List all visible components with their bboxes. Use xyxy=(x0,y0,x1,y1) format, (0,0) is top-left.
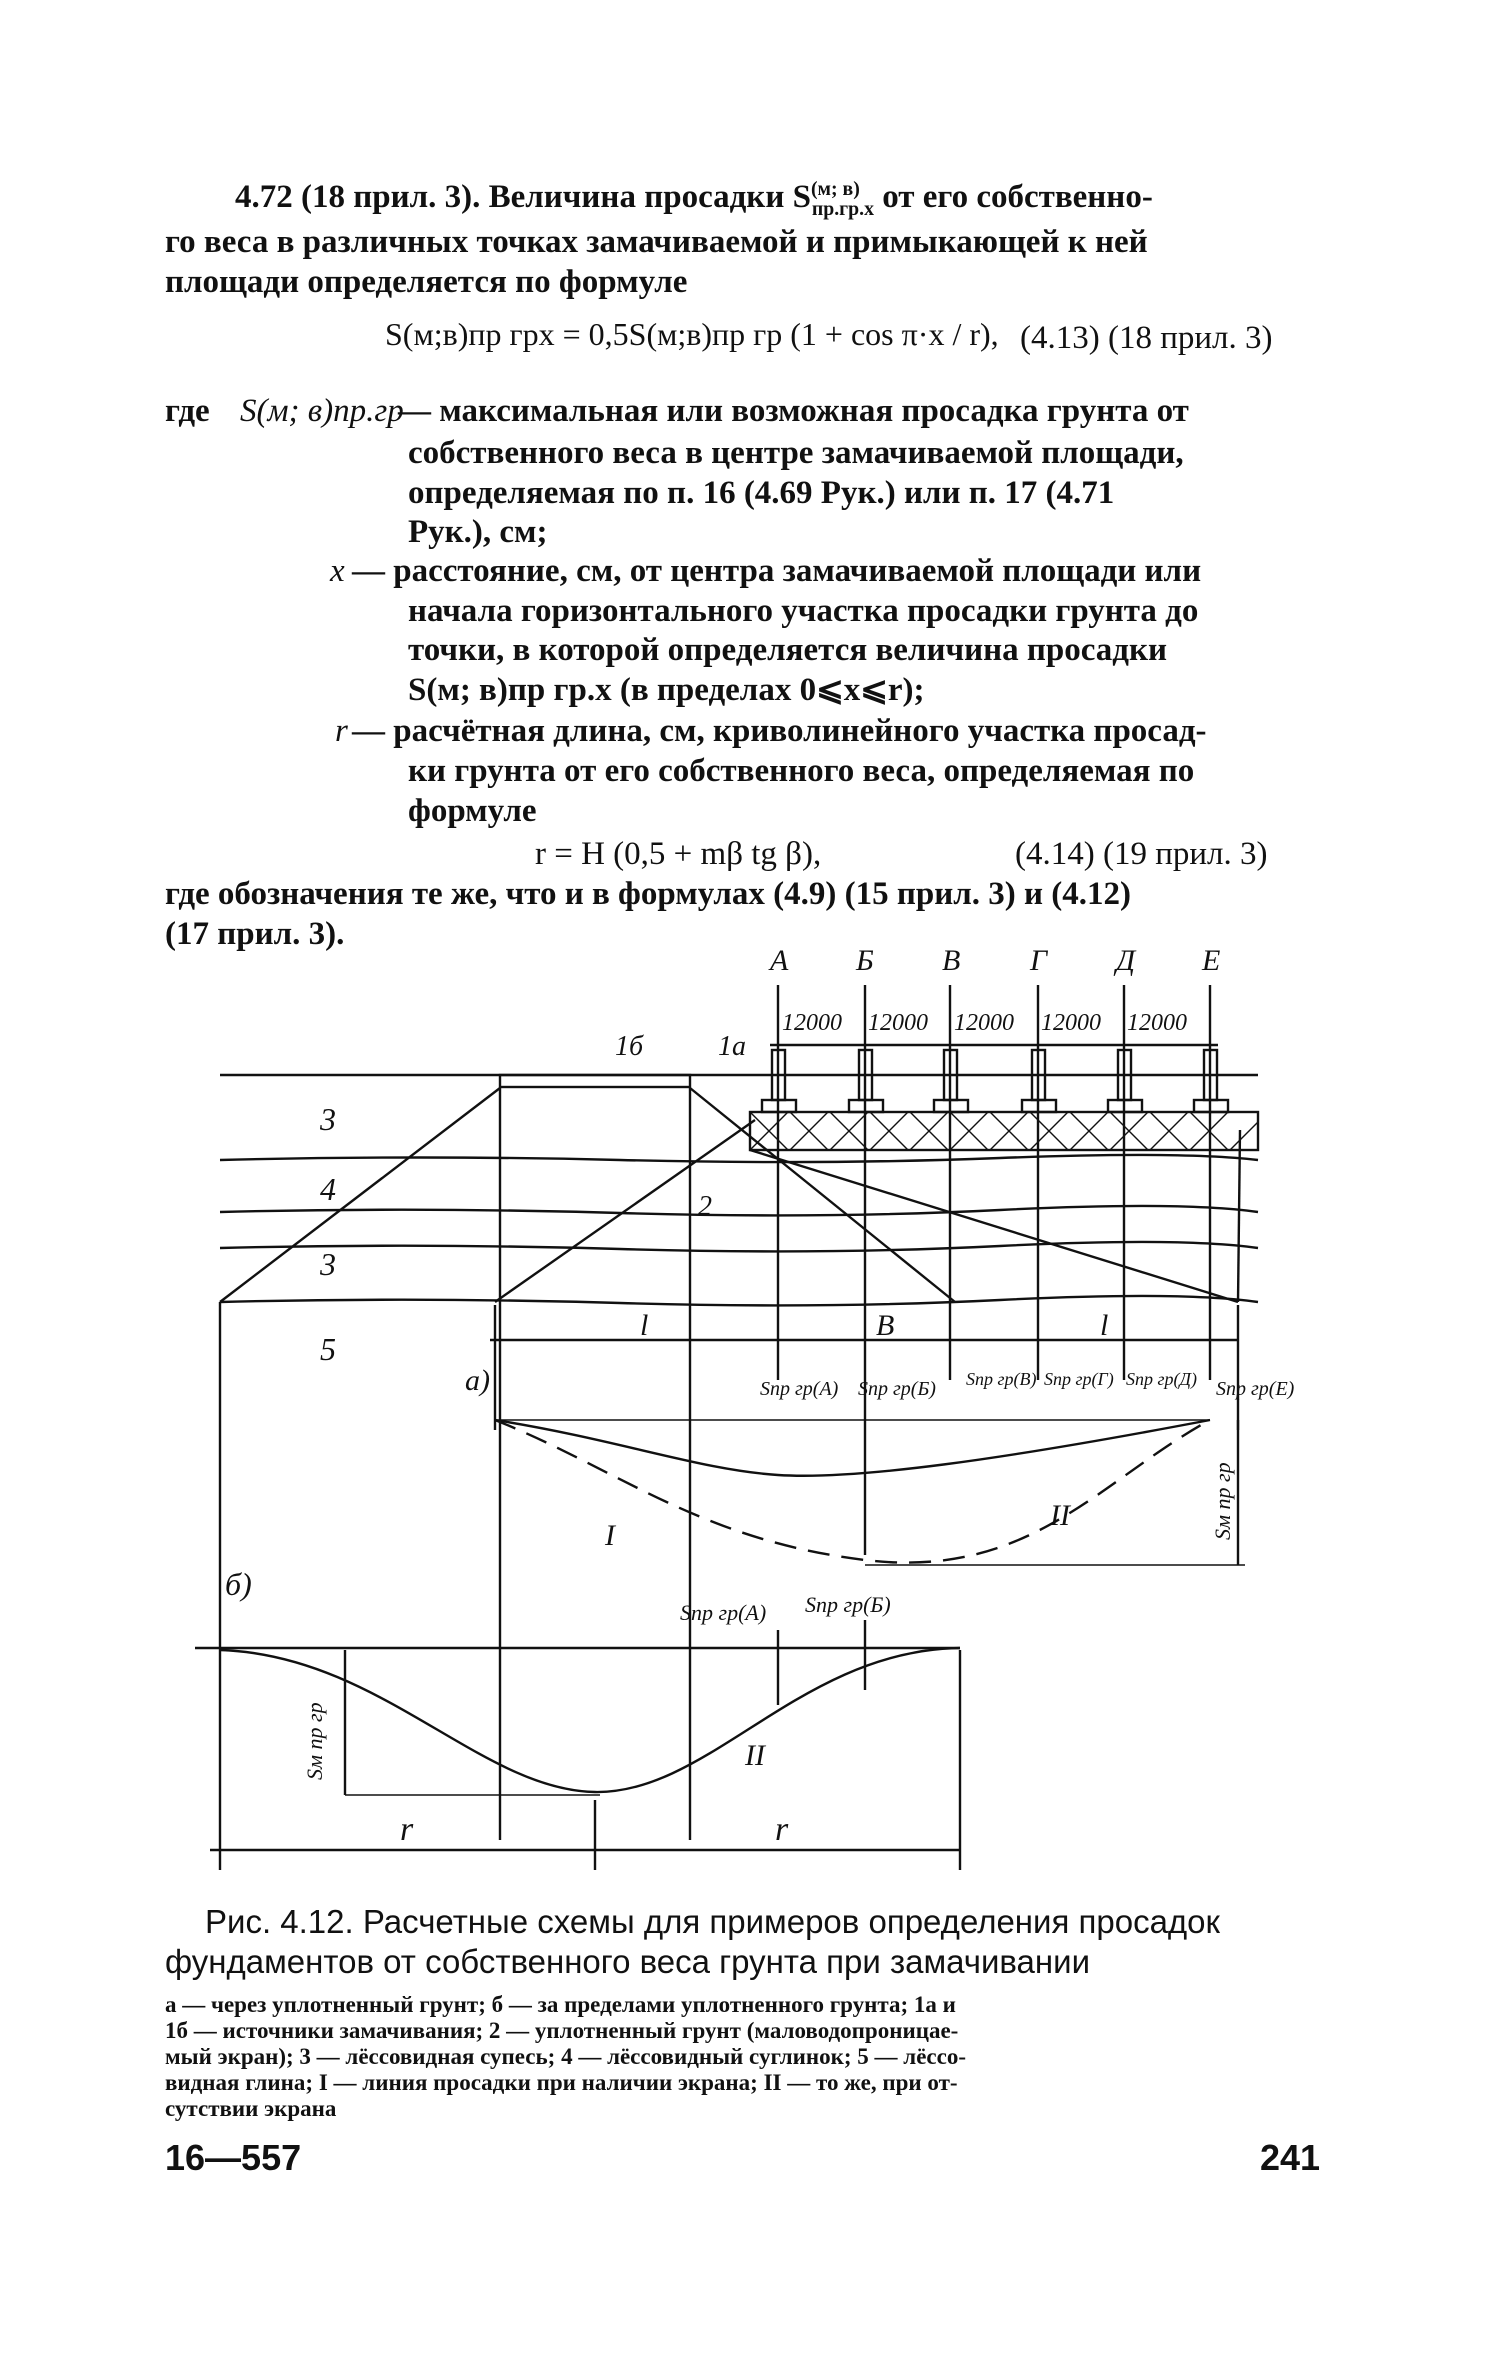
s-label-a-E: Sпр гр(Е) xyxy=(1216,1378,1295,1400)
axis-label-d: Д xyxy=(1116,944,1136,977)
dim-b: B xyxy=(876,1309,895,1342)
callout-1b: 1б xyxy=(615,1031,644,1062)
s-desc-4: Рук.), см; xyxy=(408,514,548,550)
curve-I xyxy=(495,1420,1210,1476)
s-label-a-B: Sпр гр(Б) xyxy=(858,1378,936,1400)
symbol-s: S(м; в)пр.гр xyxy=(240,393,404,429)
caption-legend-1: а — через уплотненный грунт; б — за пределами уплотненного грунта; 1а и xyxy=(165,1992,956,2017)
subfig-a-label: а) xyxy=(465,1364,490,1397)
caption-title-1: Рис. 4.12. Расчетные схемы для примеров определения просадок xyxy=(205,1903,1220,1940)
formula-4-13-ref: (4.13) (18 прил. 3) xyxy=(1020,320,1273,356)
callout-1a: 1а xyxy=(718,1031,746,1062)
lead-rest: от его собственно- xyxy=(873,179,1153,215)
after-formula-1: где обозначения те же, что и в формулах (4.9) (15 прил. 3) и (4.12) xyxy=(165,876,1132,912)
paragraph-line-2: го веса в различных точках замачиваемой и примыкающей к ней xyxy=(165,224,1148,260)
paragraph-line-3: площади определяется по формуле xyxy=(165,264,688,300)
axis-label-v: В xyxy=(942,944,961,977)
curve-II-b xyxy=(220,1648,960,1792)
formula-4-14: r = H (0,5 + mβ tg β), xyxy=(535,836,822,872)
spread-diag xyxy=(750,1150,1238,1302)
layer-3-top: 3 xyxy=(320,1101,336,1137)
x-desc-2: начала горизонтального участка просадки грунта до xyxy=(408,593,1199,629)
page-number: 241 xyxy=(1260,2137,1321,2178)
curve-I-label: I xyxy=(605,1519,615,1552)
curve-II-label: II xyxy=(1050,1499,1070,1532)
formula-4-14-ref: (4.14) (19 прил. 3) xyxy=(1015,836,1268,872)
x-desc-3: точки, в которой определяется величина просадки xyxy=(408,632,1167,668)
layer-3-bottom: 3 xyxy=(320,1246,336,1282)
s-max-label-b: Sм пр гр xyxy=(302,1702,327,1780)
dim-r-left: r xyxy=(400,1811,414,1848)
s-desc-3: определяемая по п. 16 (4.69 Рук.) или п. 17 (4.71 xyxy=(408,475,1115,511)
layer-boundary-4 xyxy=(220,1296,1258,1305)
layer-boundary-1 xyxy=(220,1155,1258,1162)
r-desc-2: ки грунта от его собственного веса, определяемая по xyxy=(408,753,1195,789)
axis-label-e: Е xyxy=(1202,944,1221,977)
r-desc-3: формуле xyxy=(408,793,537,829)
span-4: 12000 xyxy=(1041,1010,1101,1036)
s-label-b-B: Sпр гр(Б) xyxy=(805,1592,891,1617)
s-max-label-a: Sм пр гр xyxy=(1210,1462,1235,1540)
layer-5: 5 xyxy=(320,1331,336,1367)
s-desc-1: — максимальная или возможная просадка грунта от xyxy=(398,393,1189,429)
signature-mark: 16—557 xyxy=(165,2137,302,2178)
screen-hatch xyxy=(750,1112,1258,1150)
spread-left-outer xyxy=(220,1088,500,1302)
after-formula-2: (17 прил. 3). xyxy=(165,916,345,952)
formula-4-13: S(м;в)пр грx = 0,5S(м;в)пр гр (1 + cos π·x / r), xyxy=(385,316,999,352)
layer-boundary-2 xyxy=(220,1206,1258,1215)
curve-II-b-label: II xyxy=(745,1739,765,1772)
caption-legend-4: видная глина; I — линия просадки при наличии экрана; II — то же, при от- xyxy=(165,2070,958,2095)
lead-text: 4.72 (18 прил. 3). Величина просадки S xyxy=(235,179,811,215)
layer-boundary-3 xyxy=(220,1242,1258,1251)
s-desc-2: собственного веса в центре замачиваемой площади, xyxy=(408,435,1184,471)
s-label-b-A: Sпр гр(А) xyxy=(680,1600,767,1625)
dim-l-right: l xyxy=(1100,1309,1109,1342)
caption-legend-3: мый экран); 3 — лёссовидная супесь; 4 — лёссовидный суглинок; 5 — лёссо- xyxy=(165,2044,966,2069)
span-1: 12000 xyxy=(782,1010,842,1036)
axis-label-g: Г xyxy=(1030,944,1048,977)
spread-left-inner xyxy=(690,1088,955,1302)
layer-4: 4 xyxy=(320,1171,336,1207)
lead-sub: пр.гр.x xyxy=(811,197,874,220)
subfig-b-label: б) xyxy=(225,1566,252,1602)
r-desc-1: — расчётная длина, см, криволинейного участка просад- xyxy=(352,713,1207,749)
where-intro: где xyxy=(165,393,210,429)
s-label-a-V: Sпр гр(В) xyxy=(966,1369,1037,1389)
spread-screen-right xyxy=(1238,1130,1240,1302)
x-desc-1: — расстояние, см, от центра замачиваемой площади или xyxy=(352,553,1202,589)
dim-l-left: l xyxy=(640,1309,649,1342)
caption-legend-5: сутствии экрана xyxy=(165,2096,337,2121)
source-1b xyxy=(500,1075,690,1087)
x-desc-4: S(м; в)пр гр.x (в пределах 0⩽x⩽r); xyxy=(408,672,925,708)
symbol-r: r xyxy=(335,713,348,749)
s-label-a-D: Sпр гр(Д) xyxy=(1126,1369,1197,1389)
axis-label-b: Б xyxy=(856,944,874,977)
span-5: 12000 xyxy=(1127,1010,1187,1036)
paragraph-lead xyxy=(235,180,1153,219)
span-2: 12000 xyxy=(868,1010,928,1036)
dim-r-right-label: r xyxy=(775,1811,789,1848)
figure-4-12 xyxy=(195,940,1345,1890)
s-label-a-G: Sпр гр(Г) xyxy=(1044,1369,1114,1389)
foundations xyxy=(762,1050,1228,1112)
caption-legend-2: 1б — источники замачивания; 2 — уплотненный грунт (маловодопроницае- xyxy=(165,2018,959,2043)
axis-label-a: А xyxy=(770,944,789,977)
callout-2: 2 xyxy=(698,1191,712,1222)
lead-sup: (м; в) xyxy=(810,178,860,200)
s-label-a-A: Sпр гр(А) xyxy=(760,1378,839,1400)
caption-title-2: фундаментов от собственного веса грунта при замачивании xyxy=(165,1943,1090,1980)
span-3: 12000 xyxy=(954,1010,1014,1036)
symbol-x: x xyxy=(330,553,345,589)
